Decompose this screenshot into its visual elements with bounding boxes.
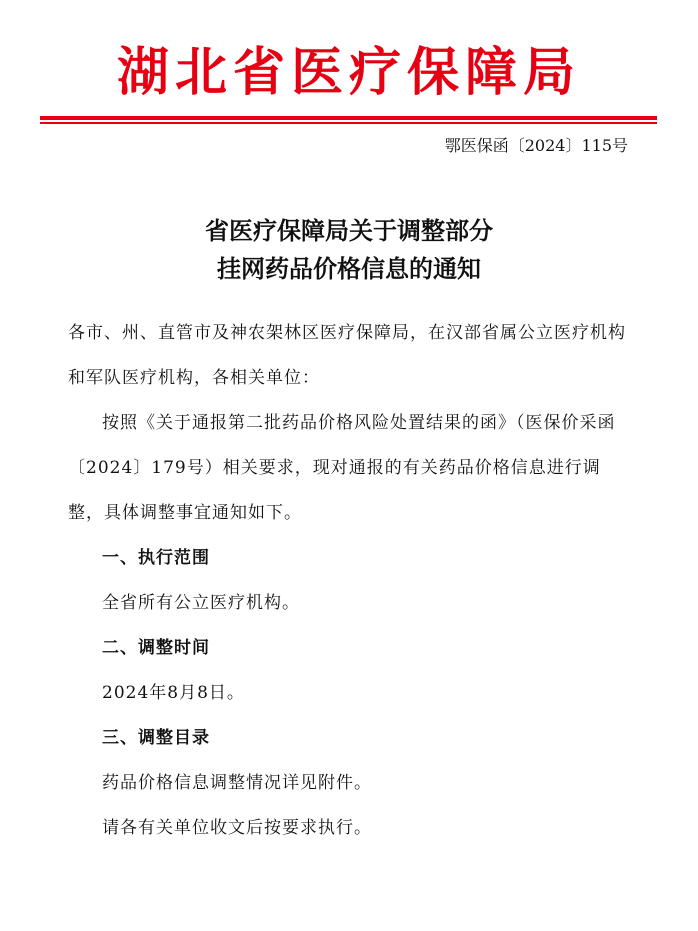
closing-paragraph: 请各有关单位收文后按要求执行。: [102, 818, 372, 838]
intro-paragraph: 按照《关于通报第二批药品价格风险处置结果的函》（医保价采函〔2024〕179号）相关要求，现对通报的有关药品价格信息进行调整，具体调整事宜通知如下。: [68, 413, 616, 523]
addressee-paragraph: 各市、州、直管市及神农架林区医疗保障局，在汉部省属公立医疗机构和军队医疗机构，各相关单位：: [68, 323, 626, 388]
masthead-title: 湖北省医疗保障局: [116, 43, 581, 103]
masthead-rule-thick: [40, 116, 657, 120]
document-title-line-2: 挂网药品价格信息的通知: [217, 255, 481, 283]
section-3-heading: 三、调整目录: [102, 728, 210, 748]
masthead-rule-thin: [40, 122, 657, 124]
section-1-text: 全省所有公立医疗机构。: [102, 593, 300, 613]
section-2-heading: 二、调整时间: [102, 638, 210, 658]
document-body: [68, 311, 630, 851]
document-title: [0, 212, 698, 288]
document-number: 鄂医保函〔2024〕115号: [444, 136, 628, 155]
document-title-line-1: 省医疗保障局关于调整部分: [205, 217, 493, 245]
section-1-heading: 一、执行范围: [102, 548, 210, 568]
section-2-text: 2024年8月8日。: [102, 683, 245, 703]
section-3-text: 药品价格信息调整情况详见附件。: [102, 773, 372, 793]
